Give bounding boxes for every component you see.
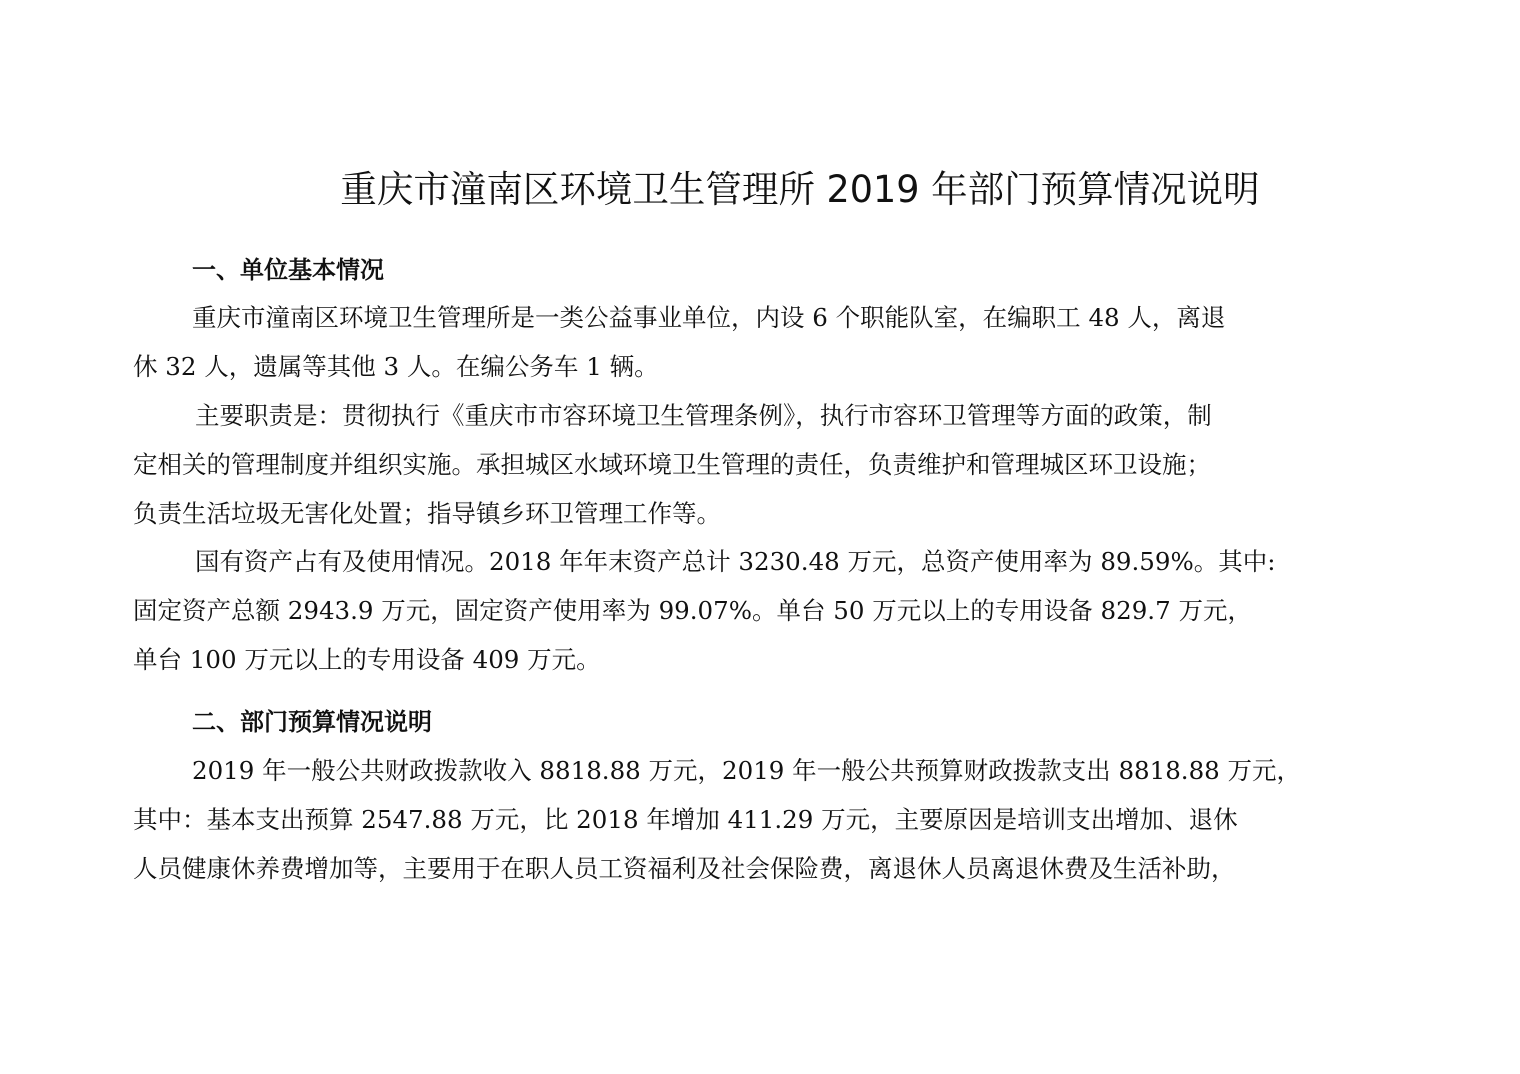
paragraph-line: 固定资产总额 2943.9 万元，固定资产使用率为 99.07%。单台 50 万元以上的专用设备 829.7 万元， <box>133 596 1252 625</box>
paragraph-line: 负责生活垃圾无害化处置；指导镇乡环卫管理工作等。 <box>133 499 721 528</box>
paragraph-line: 休 32 人，遗属等其他 3 人。在编公务车 1 辆。 <box>133 352 659 381</box>
paragraph-line: 2019 年一般公共财政拨款收入 8818.88 万元，2019 年一般公共预算财政拨款支出 8818.88 万元， <box>192 756 1302 785</box>
paragraph-line: 其中：基本支出预算 2547.88 万元，比 2018 年增加 411.29 万元，主要原因是培训支出增加、退休 <box>133 805 1238 834</box>
paragraph-line: 重庆市潼南区环境卫生管理所是一类公益事业单位，内设 6 个职能队室，在编职工 48 人，离退 <box>192 303 1226 332</box>
paragraph-line: 国有资产占有及使用情况。2018 年年末资产总计 3230.48 万元，总资产使用率为 89.59%。其中: <box>195 547 1276 576</box>
section-heading-budget: 二、部门预算情况说明 <box>192 708 432 736</box>
section-heading-basic-info: 一、单位基本情况 <box>192 256 384 284</box>
paragraph-line: 单台 100 万元以上的专用设备 409 万元。 <box>133 645 601 674</box>
paragraph-line: 主要职责是：贯彻执行《重庆市市容环境卫生管理条例》，执行市容环卫管理等方面的政策，制 <box>195 401 1212 430</box>
paragraph-line: 人员健康休养费增加等，主要用于在职人员工资福利及社会保险费，离退休人员离退休费及生活补助， <box>133 854 1236 883</box>
document-title: 重庆市潼南区环境卫生管理所 2019 年部门预算情况说明 <box>340 168 1260 211</box>
paragraph-line: 定相关的管理制度并组织实施。承担城区水域环境卫生管理的责任，负责维护和管理城区环卫设施； <box>133 450 1211 479</box>
